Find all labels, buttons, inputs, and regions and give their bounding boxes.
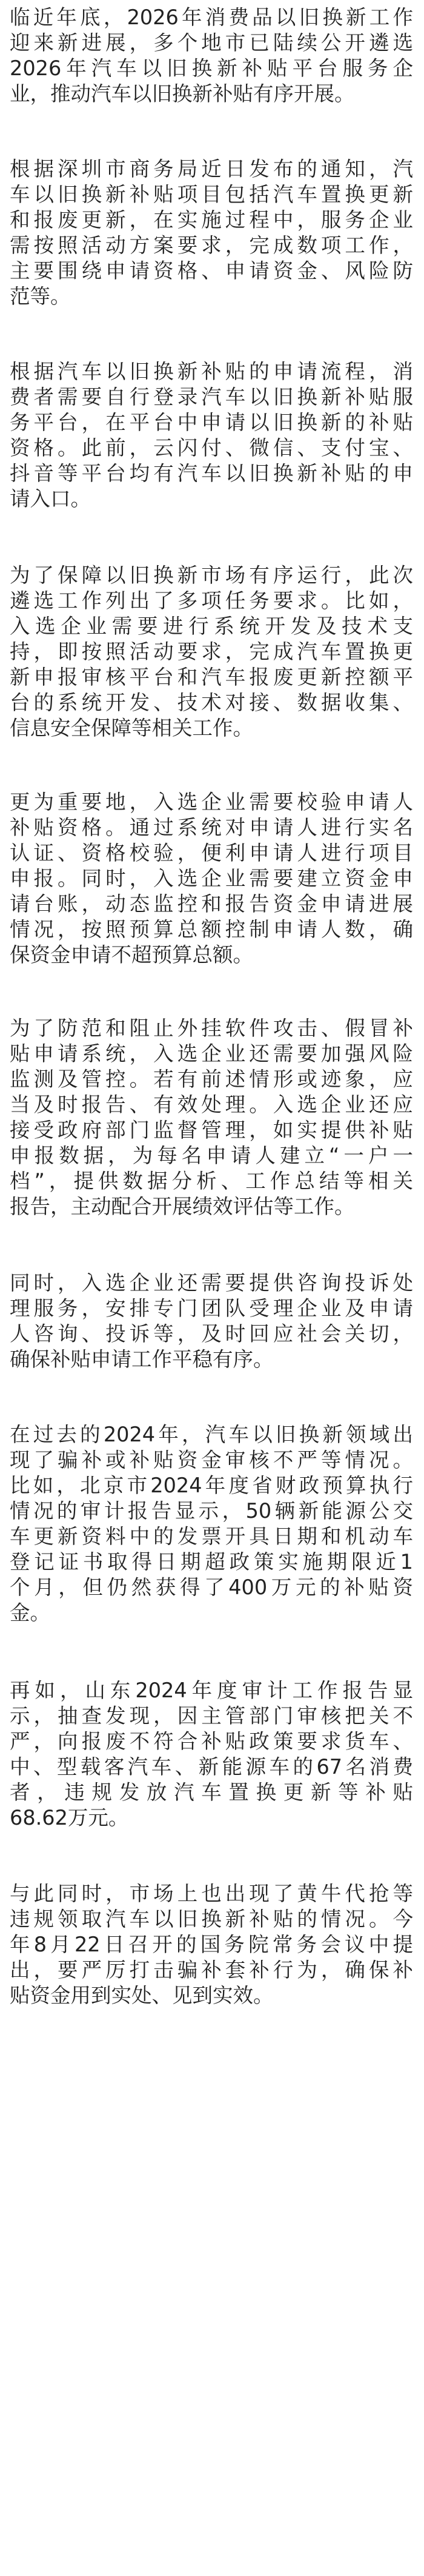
text-line: 请台账，动态监控和报告资金申请进展 [10, 892, 413, 916]
text-line: 费者需要自行登录汽车以旧换新补贴服 [10, 385, 413, 409]
text-line: 理服务，安排专门团队受理企业及申请 [10, 1296, 413, 1320]
text-line: 年8月22日召开的国务院常务会议中提 [10, 1933, 413, 1956]
text-line: 入选企业需要进行系统开发及技术支 [10, 614, 413, 638]
text-line: 人咨询、投诉等，及时回应社会关切， [10, 1322, 413, 1346]
text-line: 车以旧换新补贴项目包括汽车置换更新 [10, 183, 413, 206]
text-line: 情况的审计报告显示，50辆新能源公交 [10, 1499, 413, 1523]
text-line: 根据汽车以旧换新补贴的申请流程，消 [10, 360, 413, 383]
text-line: 个月，但仍然获得了400万元的补贴资 [10, 1575, 413, 1599]
text-line: 为了保障以旧换新市场有序运行，此次 [10, 563, 413, 587]
text-line: 与此同时，市场上也出现了黄牛代抢等 [10, 1882, 413, 1905]
text-line: 持，即按照活动要求，完成汽车置换更 [10, 640, 413, 663]
text-line: 申报数据，为每名申请人建立“一户一 [10, 1144, 413, 1167]
text-line: 2026年汽车以旧换新补贴平台服务企 [10, 56, 413, 80]
text-line: 迎来新进展，多个地市已陆续公开遴选 [10, 31, 413, 55]
text-line: 需按照活动方案要求，完成数项工作， [10, 233, 413, 257]
text-line: 出，要严厉打击骗补套补行为，确保补 [10, 1958, 413, 1982]
text-line: 接受政府部门监督管理，如实提供补贴 [10, 1118, 413, 1142]
text-line: 现了骗补或补贴资金审核不严等情况。 [10, 1448, 413, 1472]
text-line: 比如，北京市2024年度省财政预算执行 [10, 1474, 413, 1497]
paragraph-8 [10, 1422, 413, 1626]
text-line: 报告，主动配合开展绩效评估等工作。 [10, 1195, 355, 1218]
text-line: 情况，按照预算总额控制申请人数，确 [10, 917, 413, 941]
paragraph-5 [10, 790, 413, 968]
text-line: 贴资金用到实处、见到实效。 [10, 1984, 274, 2007]
text-line: 示，抽查发现，因主管部门审核把关不 [10, 1704, 413, 1728]
paragraph-1 [10, 5, 413, 107]
text-line: 认证、资格校验，便利申请人进行项目 [10, 841, 413, 865]
text-line: 抖音等平台均有汽车以旧换新补贴的申 [10, 461, 413, 485]
text-line: 当及时报告、有效处理。入选企业还应 [10, 1093, 413, 1116]
paragraph-10 [10, 1881, 413, 2008]
text-line: 中、型载客汽车、新能源车的67名消费 [10, 1755, 413, 1779]
text-line: 更为重要地，入选企业需要校验申请人 [10, 790, 413, 814]
text-line: 违规领取汽车以旧换新补贴的情况。今 [10, 1907, 413, 1931]
text-line: 根据深圳市商务局近日发布的通知，汽 [10, 157, 413, 181]
text-line: 请入口。 [10, 487, 91, 511]
text-line: 保资金申请不超预算总额。 [10, 943, 253, 967]
text-line: 信息安全保障等相关工作。 [10, 716, 253, 740]
text-line: 金。 [10, 1601, 50, 1625]
text-line: 确保补贴申请工作平稳有序。 [10, 1347, 274, 1371]
text-line: 贴申请系统，入选企业还需要加强风险 [10, 1042, 413, 1065]
text-line: 务平台，在平台中申请以旧换新的补贴 [10, 411, 413, 434]
text-line: 资格。此前，云闪付、微信、支付宝、 [10, 436, 413, 460]
paragraph-6 [10, 1016, 413, 1219]
text-line: 再如，山东2024年度审计工作报告显 [10, 1679, 413, 1702]
text-line: 车更新资料中的发票开具日期和机动车 [10, 1524, 413, 1548]
paragraph-9 [10, 1678, 413, 1831]
text-line: 为了防范和阻止外挂软件攻击、假冒补 [10, 1016, 413, 1040]
paragraph-2 [10, 156, 413, 309]
text-line: 台的系统开发、技术对接、数据收集、 [10, 691, 413, 714]
text-line: 申报。同时，入选企业需要建立资金申 [10, 867, 413, 890]
text-line: 新申报审核平台和汽车报废更新控额平 [10, 665, 413, 689]
text-line: 者，违规发放汽车置换更新等补贴 [10, 1780, 413, 1804]
text-line: 临近年底，2026年消费品以旧换新工作 [10, 5, 413, 29]
text-line: 严，向报废不符合补贴政策要求货车、 [10, 1729, 413, 1753]
text-line: 68.62万元。 [10, 1806, 129, 1830]
text-line: 监测及管控。若有前述情形或迹象，应 [10, 1067, 413, 1091]
text-line: 业，推动汽车以旧换新补贴有序开展。 [10, 82, 355, 106]
text-line: 在过去的2024年，汽车以旧换新领域出 [10, 1423, 413, 1446]
text-line: 补贴资格。通过系统对申请人进行实名 [10, 816, 413, 839]
paragraph-4 [10, 563, 413, 741]
text-line: 和报废更新，在实施过程中，服务企业 [10, 208, 413, 232]
text-line: 主要围绕申请资格、申请资金、风险防 [10, 259, 413, 283]
text-line: 范等。 [10, 284, 71, 308]
paragraph-3 [10, 359, 413, 512]
paragraph-7 [10, 1270, 413, 1372]
text-line: 登记证书取得日期超政策实施期限近1 [10, 1550, 413, 1574]
text-line: 同时，入选企业还需要提供咨询投诉处 [10, 1271, 413, 1295]
text-line: 档”，提供数据分析、工作总结等相关 [10, 1169, 413, 1193]
text-line: 遴选工作列出了多项任务要求。比如， [10, 589, 413, 612]
